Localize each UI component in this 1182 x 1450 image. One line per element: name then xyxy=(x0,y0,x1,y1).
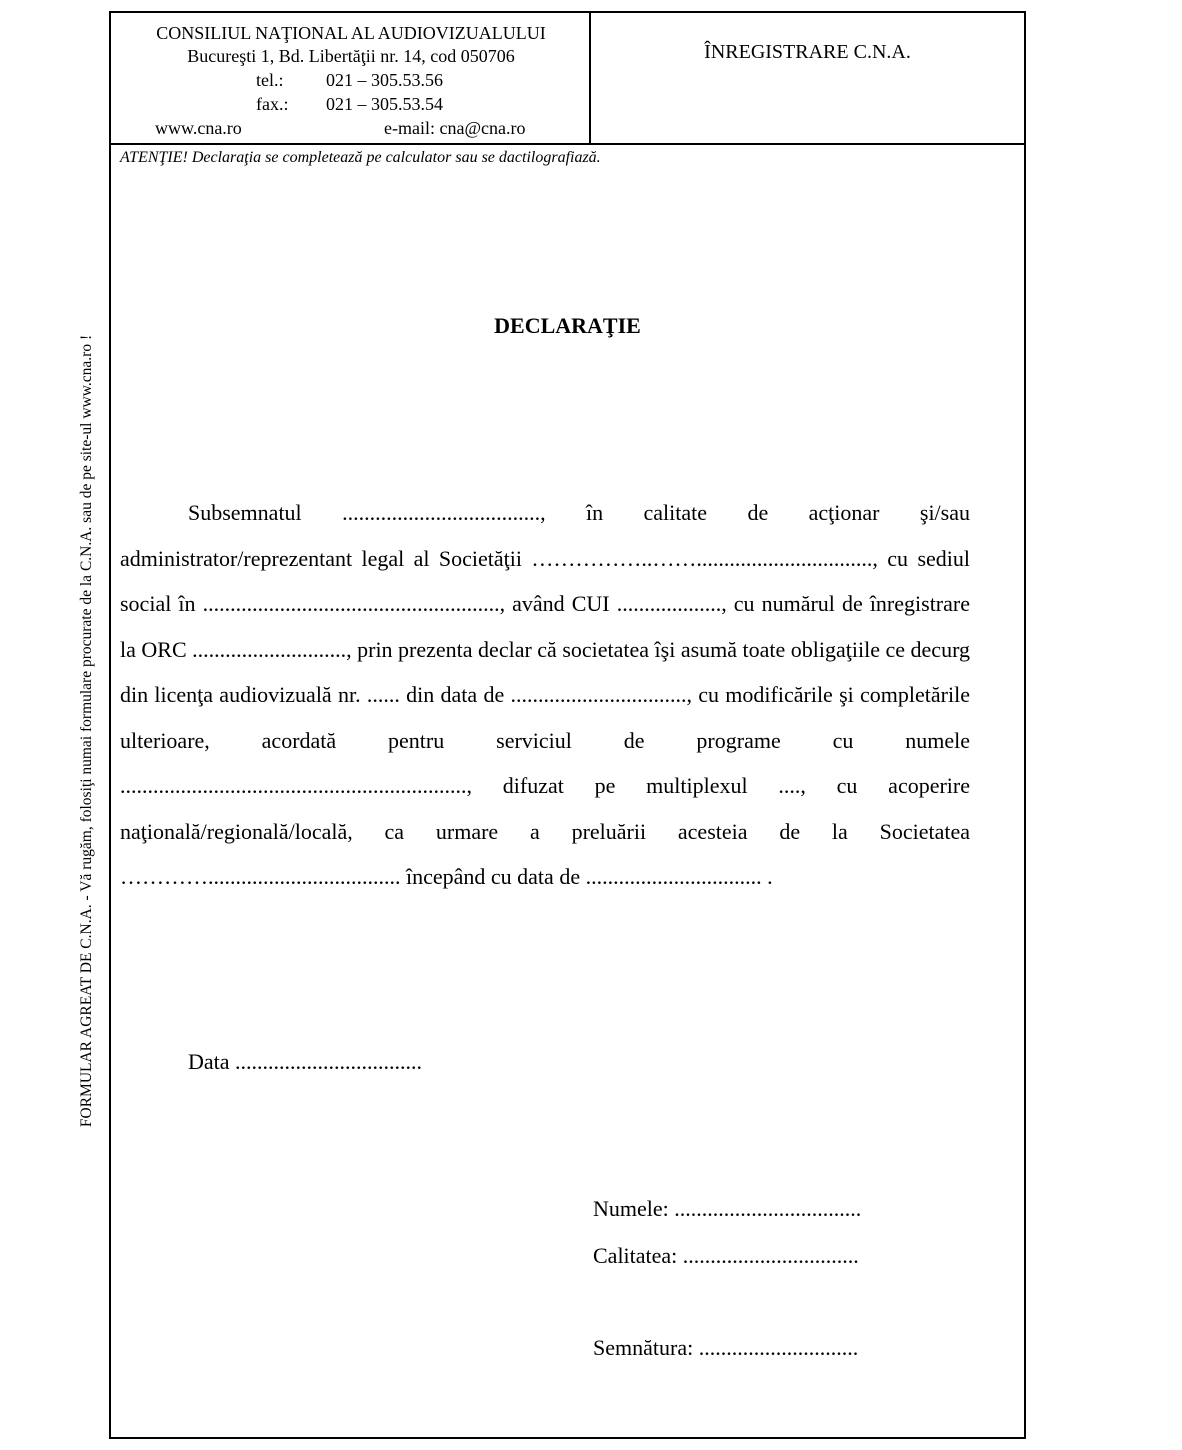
org-address: Bucureşti 1, Bd. Libertăţii nr. 14, cod 050706 xyxy=(187,46,515,66)
fax-value: 021 – 305.53.54 xyxy=(326,94,443,114)
name-field: Numele: .................................. xyxy=(593,1196,862,1221)
signature-field: Semnătura: ............................. xyxy=(593,1335,859,1360)
registration-box xyxy=(591,13,1024,145)
header-institution-box xyxy=(111,13,591,145)
registration-label: ÎNREGISTRARE C.N.A. xyxy=(704,41,911,63)
tel-value: 021 – 305.53.56 xyxy=(326,70,443,90)
tel-label: tel.: xyxy=(256,70,284,90)
document-title: DECLARAŢIE xyxy=(494,313,641,338)
declaration-body xyxy=(120,490,970,900)
date-field: Data .................................. xyxy=(188,1049,423,1074)
website-link[interactable]: www.cna.ro xyxy=(155,118,242,138)
fax-label: fax.: xyxy=(256,94,289,114)
email-link[interactable]: e-mail: cna@cna.ro xyxy=(384,118,526,138)
side-note-vertical: FORMULAR AGREAT DE C.N.A. - Vă rugăm, folosiţi numai formulare procurate de la C.N.A. sau de pe site-ul www.cna.ro ! xyxy=(78,334,95,1128)
declaration-text: Subsemnatul ...................................., în calitate de acţionar şi/sau administrator/reprezentant legal al Societăţii ……………..……................................, cu sediul social în ......................................................, având CUI ..................., cu numărul de înregistrare la ORC ............................, prin prezenta declar că societatea îşi asumă toate obligaţiile ce decurg din licenţa audiovizuală nr. ...... din data de ................................, cu modificările şi completările ulterioare, acordată pentru serviciul de programe cu numele ..............................................................., difuzat pe multiplexul ...., cu acoperire naţională/regională/locală, ca urmare a preluării acesteia de la Societatea …………................................... începând cu data de ................................ . xyxy=(120,500,970,889)
warning-note: ATENŢIE! Declaraţia se completează pe calculator sau se dactilografiază. xyxy=(120,149,601,166)
org-name: CONSILIUL NAŢIONAL AL AUDIOVIZUALULUI xyxy=(156,23,546,43)
declaration-form xyxy=(109,11,1026,1439)
quality-field: Calitatea: ................................ xyxy=(593,1243,859,1268)
